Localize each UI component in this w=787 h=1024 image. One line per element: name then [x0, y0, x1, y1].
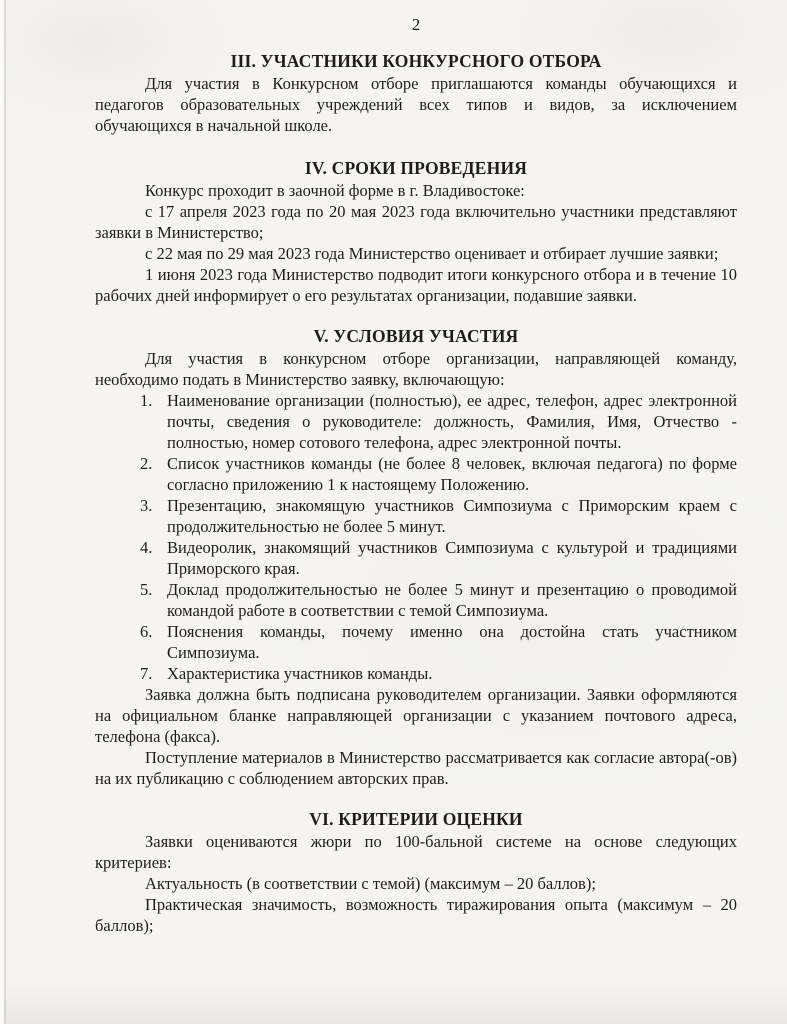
list-item: [140, 537, 737, 579]
section-v-closing-paragraph: Заявка должна быть подписана руководителем организации. Заявки оформляются на официальном бланке направляющей организации с указанием почтового адреса, телефона (факса).: [95, 685, 737, 746]
list-item: [140, 579, 737, 621]
section-iii-heading: III. УЧАСТНИКИ КОНКУРСНОГО ОТБОРА: [230, 51, 602, 71]
list-item: [140, 390, 737, 453]
section-iii: [95, 49, 737, 136]
section-vi-heading: VI. КРИТЕРИИ ОЦЕНКИ: [309, 809, 523, 829]
section-vi: [95, 807, 737, 936]
list-item-text: Наименование организации (полностью), ее адрес, телефон, адрес электронной почты, сведения о руководителе: должность, Фамилия, Имя, Отчество - полностью, номер сотового телефона, адрес электронной почты.: [167, 391, 737, 452]
list-item-number: 5.: [140, 580, 153, 599]
requirements-list: [140, 390, 737, 684]
list-item-number: 1.: [140, 391, 153, 410]
list-item-number: 6.: [140, 622, 153, 641]
list-item-text: Презентацию, знакомящую участников Симпозиума с Приморским краем с продолжительностью не более 5 минут.: [167, 496, 737, 536]
list-item-text: Характеристика участников команды.: [167, 664, 433, 683]
list-item-text: Список участников команды (не более 8 человек, включая педагога) по форме согласно приложению 1 к настоящему Положению.: [167, 454, 737, 494]
section-iv-paragraph: Конкурс проходит в заочной форме в г. Владивостоке:: [145, 181, 525, 200]
section-v-heading: V. УСЛОВИЯ УЧАСТИЯ: [313, 326, 519, 346]
section-v-intro-paragraph: Для участия в конкурсном отборе организации, направляющей команду, необходимо подать в Министерство заявку, включающую:: [95, 349, 737, 389]
section-vi-paragraph: Практическая значимость, возможность тиражирования опыта (максимум – 20 баллов);: [95, 895, 737, 935]
section-vi-paragraph: Заявки оцениваются жюри по 100-бальной системе на основе следующих критериев:: [95, 832, 737, 872]
list-item-number: 4.: [140, 538, 153, 557]
section-v-closing-paragraph: Поступление материалов в Министерство рассматривается как согласие автора(-ов) на их публикацию с соблюдением авторских прав.: [95, 748, 737, 788]
section-iv-heading: IV. СРОКИ ПРОВЕДЕНИЯ: [304, 158, 528, 178]
section-iv-paragraph: 1 июня 2023 года Министерство подводит итоги конкурсного отбора и в течение 10 рабочих дней информирует о его результатах организации, подавшие заявки.: [95, 265, 737, 305]
list-item: [140, 453, 737, 495]
section-vi-paragraph: Актуальность (в соответствии с темой) (максимум – 20 баллов);: [145, 874, 596, 893]
list-item-text: Пояснения команды, почему именно она достойна стать участником Симпозиума.: [167, 622, 737, 662]
section-iv-paragraph: с 22 мая по 29 мая 2023 года Министерство оценивает и отбирает лучшие заявки;: [145, 244, 719, 263]
list-item-number: 2.: [140, 454, 153, 473]
list-item-text: Видеоролик, знакомящий участников Симпозиума с культурой и традициями Приморского края.: [167, 538, 737, 578]
list-item: [140, 663, 737, 684]
list-item: [140, 495, 737, 537]
list-item-number: 3.: [140, 496, 153, 515]
section-v: [95, 324, 737, 789]
section-iii-paragraph: Для участия в Конкурсном отборе приглашаются команды обучающихся и педагогов образовательных учреждений всех типов и видов, за исключением обучающихся в начальной школе.: [95, 74, 737, 135]
list-item-text: Доклад продолжительностью не более 5 минут и презентацию о проводимой командой работе в соответствии с темой Симпозиума.: [167, 580, 737, 620]
list-item-number: 7.: [140, 664, 153, 683]
page-number: 2: [411, 15, 421, 34]
section-iv-paragraph: с 17 апреля 2023 года по 20 мая 2023 года включительно участники представляют заявки в Министерство;: [95, 202, 737, 242]
list-item: [140, 621, 737, 663]
section-iv: [95, 156, 737, 306]
